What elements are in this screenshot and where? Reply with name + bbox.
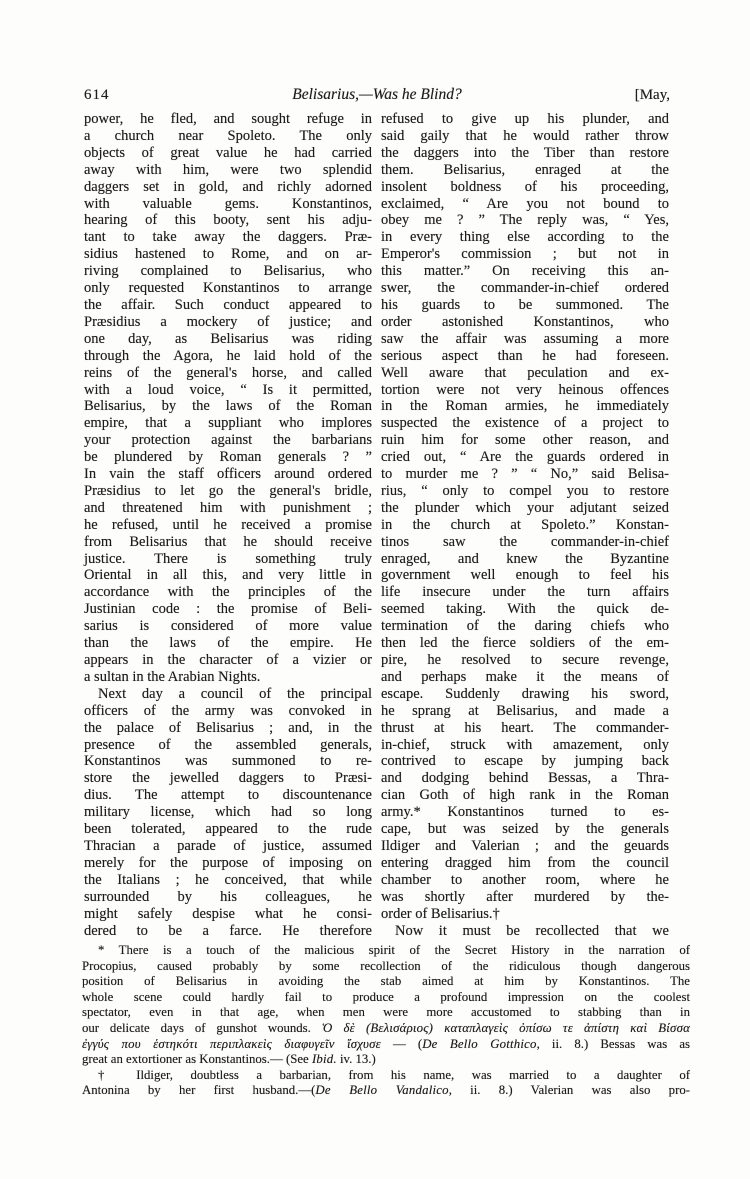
text-line: life insecure under the turn affairs: [381, 584, 669, 601]
text-line: chamber to another room, where he: [381, 871, 669, 888]
text-line: swer, the commander-in-chief ordered: [381, 280, 669, 297]
text-line: our delicate days of gunshot wounds. Ὁ δὲ (Βελισάριος) καταπλαγεὶς ὀπίσω τε ἀπίστη καὶ Βίσσα: [82, 1020, 690, 1035]
text-line: empire, that a suppliant who implores: [84, 415, 372, 432]
text-line: then led the fierce soldiers of the em-: [381, 635, 669, 652]
text-line: thrust at his heart. The commander-: [381, 719, 669, 736]
text-line: merely for the purpose of imposing on: [84, 854, 372, 871]
issue-month: [May,: [634, 87, 670, 103]
text-line: reins of the general's horse, and called: [84, 364, 372, 381]
text-line: with a loud voice, “ Is it permitted,: [84, 381, 372, 398]
text-line: dius. The attempt to discountenance: [84, 787, 372, 804]
text-line: Præsidius to let go the general's bridle,: [84, 482, 372, 499]
text-line: surrounded by his colleagues, he: [84, 888, 372, 905]
text-line: sidius hastened to Rome, and on ar-: [84, 246, 372, 263]
running-title: Belisarius,—Was he Blind?: [292, 86, 462, 103]
text-line: he refused, until he received a promise: [84, 516, 372, 533]
text-line: power, he fled, and sought refuge in: [84, 111, 372, 127]
text-line: his guards to be summoned. The: [381, 296, 669, 313]
text-line: riving complained to Belisarius, who: [84, 263, 372, 280]
text-line: tinos saw the commander-in-chief: [381, 533, 669, 550]
text-line: presence of the assembled generals,: [84, 736, 372, 753]
text-line: cried out, “ Are the guards ordered in: [381, 449, 669, 466]
text-line: and threatened him with punishment ;: [84, 499, 372, 516]
text-line: officers of the army was convoked in: [84, 702, 372, 719]
text-line: he sprang at Belisarius, and made a: [381, 702, 669, 719]
text-line: * There is a touch of the malicious spirit of the Secret History in the narration of: [98, 943, 690, 957]
text-line: order of Belisarius.†: [381, 905, 500, 922]
text-line: Justinian code : the promise of Beli-: [84, 601, 372, 618]
right-column: [381, 111, 669, 939]
text-line: tortion were not very heinous offences: [381, 381, 669, 398]
text-line: spectator, even in that age, when men were more accustomed to stabbing than in: [82, 1005, 690, 1020]
text-line: daggers set in gold, and richly adorned: [84, 178, 372, 195]
text-line: justice. There is something truly: [84, 550, 372, 567]
text-line: accordance with the principles of the: [84, 584, 372, 601]
text-line: cian Goth of high rank in the Roman: [381, 787, 669, 804]
text-line: the affair. Such conduct appeared to: [84, 296, 372, 313]
text-line: Ildiger and Valerian ; and the geuards: [381, 837, 669, 854]
text-line: exclaimed, “ Are you not bound to: [381, 195, 669, 212]
left-column: [84, 111, 372, 939]
text-line: your protection against the barbarians: [84, 432, 372, 449]
text-line: Belisarius, by the laws of the Roman: [84, 398, 372, 415]
text-line: ἐγγύς που ἑστηκότι περιπλακεὶς διαφυγεῖν ἴσχυσε — (De Bello Gotthico, ii. 8.) Bessas was as: [82, 1036, 690, 1051]
text-line: one day, as Belisarius was riding: [84, 330, 372, 347]
text-line: than the laws of the empire. He: [84, 635, 372, 652]
text-line: Konstantinos was summoned to re-: [84, 753, 372, 770]
text-line: government well enough to feel his: [381, 567, 669, 584]
text-line: tant to take away the daggers. Præ-: [84, 229, 372, 246]
text-line: appears in the character of a vizier or: [84, 652, 372, 668]
text-line: dered to be a farce. He therefore: [84, 922, 372, 939]
text-line: them. Belisarius, enraged at the: [381, 161, 669, 178]
text-line: this matter.” On receiving this an-: [381, 263, 669, 280]
text-line: and dodging behind Bessas, a Thra-: [381, 770, 669, 787]
text-line: rius, “ only to compel you to restore: [381, 482, 669, 499]
text-line: army.* Konstantinos turned to es-: [381, 804, 669, 821]
text-line: in the church at Spoleto.” Konstan-: [381, 516, 669, 533]
text-line: order astonished Konstantinos, who: [381, 313, 669, 330]
text-line: ruin him for some other reason, and: [381, 432, 669, 449]
text-line: enraged, and knew the Byzantine: [381, 550, 669, 567]
text-line: objects of great value he had carried: [84, 144, 372, 161]
text-line: Thracian a parade of justice, assumed: [84, 837, 372, 854]
text-line: in-chief, struck with amazement, only: [381, 736, 669, 753]
text-line: suspected the existence of a project to: [381, 415, 669, 432]
text-line: contrived to escape by jumping back: [381, 753, 669, 770]
text-line: only requested Konstantinos to arrange: [84, 280, 372, 297]
text-line: sarius is considered of more value: [84, 618, 372, 635]
text-line: the daggers into the Tiber than restore: [381, 144, 669, 161]
text-line: the Italians ; he conceived, that while: [84, 871, 372, 888]
text-line: saw the affair was assuming a more: [381, 330, 669, 347]
text-line: Next day a council of the principal: [98, 685, 372, 702]
text-line: serious aspect than he had foreseen.: [381, 347, 669, 364]
text-line: termination of the daring chiefs who: [381, 618, 669, 635]
text-line: away with him, were two splendid: [84, 161, 372, 178]
page-number: 614: [84, 87, 110, 103]
text-line: insolent boldness of his proceeding,: [381, 178, 669, 195]
text-line: whole scene could hardly fail to produce a profound impression on the coolest: [82, 989, 690, 1004]
text-line: might safely despise what he consi-: [84, 905, 372, 922]
text-line: the palace of Belisarius ; and, in the: [84, 719, 372, 736]
text-line: pire, he resolved to secure revenge,: [381, 652, 669, 668]
text-line: escape. Suddenly drawing his sword,: [381, 685, 669, 702]
text-line: be plundered by Roman generals ? ”: [84, 449, 372, 466]
text-line: Præsidius a mockery of justice; and: [84, 313, 372, 330]
text-line: to murder me ? ” “ No,” said Belisa-: [381, 466, 669, 483]
page-header: [84, 86, 670, 104]
text-line: a church near Spoleto. The only: [84, 127, 372, 144]
text-line: hearing of this booty, sent his adju-: [84, 212, 372, 229]
text-line: in every thing else according to the: [381, 229, 669, 246]
text-line: great an extortioner as Konstantinos.— (See Ibid. iv. 13.): [82, 1052, 376, 1067]
text-line: cape, but was seized by the generals: [381, 821, 669, 838]
text-line: military license, which had so long: [84, 804, 372, 821]
text-line: Well aware that peculation and ex-: [381, 364, 669, 381]
text-line: Emperor's commission ; but not in: [381, 246, 669, 263]
text-line: seemed taking. With the quick de-: [381, 601, 669, 618]
text-line: from Belisarius that he should receive: [84, 533, 372, 550]
text-line: In vain the staff officers around ordered: [84, 466, 372, 483]
text-line: † Ildiger, doubtless a barbarian, from his name, was married to a daughter of: [98, 1067, 690, 1082]
text-line: entering dragged him from the council: [381, 854, 669, 871]
footnotes-block: [82, 943, 690, 1099]
text-line: a sultan in the Arabian Nights.: [84, 668, 261, 685]
text-line: store the jewelled daggers to Præsi-: [84, 770, 372, 787]
text-line: with valuable gems. Konstantinos,: [84, 195, 372, 212]
text-line: said gaily that he would rather throw: [381, 127, 669, 144]
text-line: Oriental in all this, and very little in: [84, 567, 372, 584]
text-line: in the Roman armies, he immediately: [381, 398, 669, 415]
text-line: and perhaps make it the means of: [381, 668, 669, 685]
text-line: the plunder which your adjutant seized: [381, 499, 669, 516]
text-line: obey me ? ” The reply was, “ Yes,: [381, 212, 669, 229]
text-line: position of Belisarius in avoiding the stab aimed at him by Konstantinos. The: [82, 974, 690, 989]
text-line: was shortly after murdered by the-: [381, 888, 669, 905]
text-line: Antonina by her first husband.—(De Bello Vandalico, ii. 8.) Valerian was also pro-: [82, 1083, 690, 1098]
text-line: Procopius, caused probably by some recollection of the ridiculous though dangerous: [82, 958, 690, 973]
text-line: through the Agora, he laid hold of the: [84, 347, 372, 364]
text-line: been tolerated, appeared to the rude: [84, 821, 372, 838]
text-line: Now it must be recollected that we: [395, 922, 669, 939]
body-text: [84, 111, 670, 939]
text-line: refused to give up his plunder, and: [381, 111, 669, 127]
